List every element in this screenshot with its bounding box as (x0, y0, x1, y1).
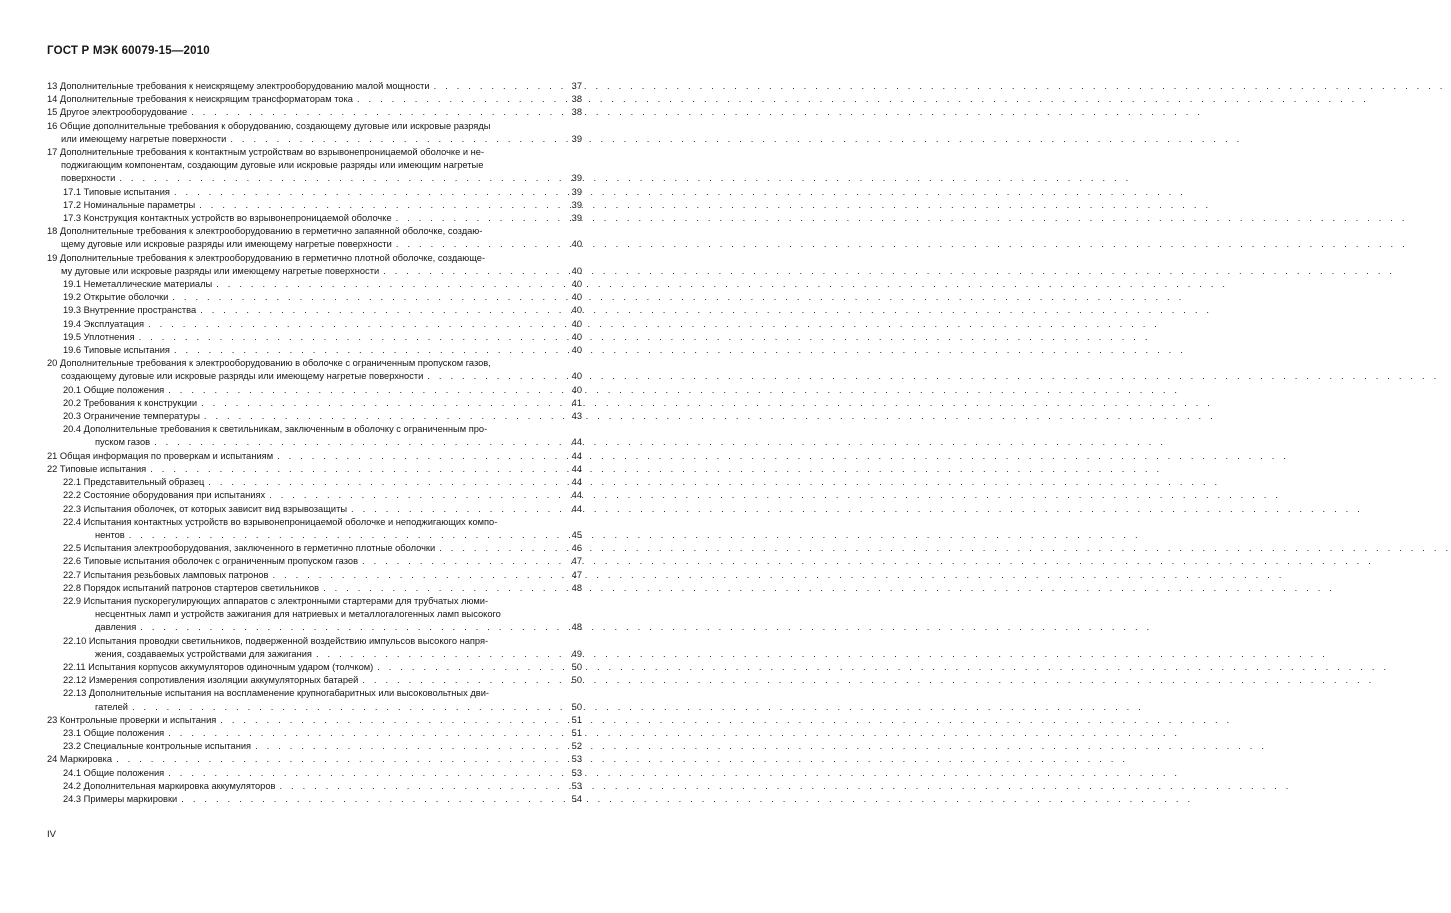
dot-leader (319, 582, 560, 595)
toc-entry-title: 22.8 Порядок испытаний патронов стартеров светильников (63, 582, 320, 593)
dot-leader (168, 291, 560, 304)
toc-page-number: 53 (571, 754, 582, 765)
toc-entry-title: 22.13 Дополнительные испытания на воспламенение крупногабаритных или высоковольтных дви- (63, 688, 489, 699)
dot-leader (164, 384, 560, 397)
toc-entry-title: 19.4 Эксплуатация (63, 318, 145, 329)
toc-entry[interactable] (47, 291, 582, 304)
toc-page-number: 44 (571, 450, 582, 461)
toc-page-number: 44 (571, 477, 582, 488)
toc-entry-title: 22 Типовые испытания (47, 463, 147, 474)
dot-leader (150, 436, 560, 449)
toc-entry[interactable] (47, 93, 582, 106)
toc-entry[interactable] (47, 727, 582, 740)
dot-leader (379, 265, 560, 278)
toc-page-number: 48 (571, 582, 582, 593)
dot-leader (128, 701, 560, 714)
toc-entry[interactable] (47, 476, 582, 489)
toc-entry[interactable] (47, 80, 582, 93)
dot-leader (268, 569, 560, 582)
dot-leader (196, 304, 560, 317)
toc-entry-title: 17.3 Конструкция контактных устройств во взрывонепроницаемой оболочке (63, 213, 392, 224)
toc-page-number: 40 (571, 305, 582, 316)
dot-leader (170, 344, 560, 357)
toc-entry-title: 22.9 Испытания пускорегулирующих аппаратов с электронными стартерами для трубчатых люми- (63, 595, 489, 606)
toc-page-number: 51 (571, 714, 582, 725)
toc-entry-title: 19.3 Внутренние пространства (63, 305, 197, 316)
dot-leader (312, 648, 560, 661)
toc-entry-title: 16 Общие дополнительные требования к оборудованию, создающему дуговые или искровые разряды (47, 120, 491, 131)
toc-entry-title-continued: нентов (95, 529, 125, 540)
toc-entry-title-continued: создающему дуговые или искровые разряды или имеющему нагретые поверхности (61, 371, 424, 382)
toc-entry-title: 24.2 Дополнительная маркировка аккумуляторов (63, 780, 276, 791)
dot-leader (187, 106, 560, 119)
toc-page-number: 37 (571, 81, 582, 91)
toc-entry[interactable] (47, 542, 582, 555)
dot-leader (430, 80, 560, 93)
toc-entry-title: 23.2 Специальные контрольные испытания (63, 741, 252, 752)
toc-entry[interactable] (47, 661, 582, 674)
toc-entry-title: 22.10 Испытания проводки светильников, подверженной воздействию импульсов высокого напря- (63, 635, 489, 646)
toc-entry[interactable] (47, 780, 582, 793)
toc-entry[interactable] (47, 344, 582, 357)
toc-entry-title: 24.1 Общие положения (63, 767, 165, 778)
toc-page-number: 40 (571, 331, 582, 342)
toc-entry-title: 22.6 Типовые испытания оболочек с ограниченным пропуском газов (63, 556, 359, 567)
toc-entry-title: 22.12 Измерения сопротивления изоляции аккумуляторных батарей (63, 675, 359, 686)
toc-page-number: 54 (571, 793, 582, 804)
toc-entry[interactable] (47, 186, 582, 199)
table-of-contents (47, 80, 582, 806)
toc-entry-title: 23 Контрольные проверки и испытания (47, 714, 217, 725)
toc-page-number: 39 (571, 133, 582, 144)
dot-leader (226, 133, 560, 146)
toc-entry-title: 22.2 Состояние оборудования при испытаниях (63, 490, 266, 501)
toc-entry[interactable] (47, 146, 582, 186)
toc-page-number: 40 (571, 292, 582, 303)
toc-entry-title: 20.1 Общие положения (63, 384, 165, 395)
toc-entry[interactable] (47, 793, 582, 806)
dot-leader (373, 661, 560, 674)
toc-page-number: 40 (571, 318, 582, 329)
toc-entry-title: 22.11 Испытания корпусов аккумуляторов одиночным ударом (толчком) (63, 661, 374, 672)
toc-entry[interactable] (47, 740, 582, 753)
toc-entry-title: 23.1 Общие положения (63, 727, 165, 738)
toc-page-number: 40 (571, 279, 582, 290)
toc-page-number: 52 (571, 741, 582, 752)
toc-entry-title-continued: му дуговые или искровые разряды или имеющему нагретые поверхности (61, 265, 380, 276)
dot-leader (144, 318, 560, 331)
toc-page-number: 47 (571, 569, 582, 580)
toc-entry-title: 18 Дополнительные требования к электрооборудованию в герметично запаянной оболочке, создаю- (47, 226, 483, 237)
toc-page-number: 41 (571, 397, 582, 408)
toc-entry[interactable] (47, 423, 582, 449)
toc-entry[interactable] (47, 635, 582, 661)
dot-leader (392, 238, 560, 251)
toc-entry[interactable] (47, 304, 582, 317)
toc-entry-title-continued: гателей (95, 701, 128, 712)
toc-entry[interactable] (47, 767, 582, 780)
toc-page-number: 38 (571, 107, 582, 118)
toc-entry-title-continued: пуском газов (95, 437, 151, 448)
dot-leader (136, 621, 560, 634)
toc-entry[interactable] (47, 410, 582, 423)
toc-page-number: 40 (571, 345, 582, 356)
dot-leader (115, 172, 560, 185)
toc-page-number: 39 (571, 213, 582, 224)
toc-entry-title: 22.4 Испытания контактных устройств во взрывонепроницаемой оболочке и неподжигающих компо- (63, 516, 498, 527)
toc-entry-title: 22.3 Испытания оболочек, от которых зависит вид взрывозащиты (63, 503, 348, 514)
toc-entry[interactable] (47, 331, 582, 344)
toc-page-number: 44 (571, 503, 582, 514)
toc-entry-title: 19.1 Неметаллические материалы (63, 279, 213, 290)
toc-entry[interactable] (47, 582, 582, 595)
toc-entry-title: 20.2 Требования к конструкции (63, 397, 198, 408)
toc-entry[interactable] (47, 199, 582, 212)
dot-leader (275, 780, 560, 793)
toc-page-number: 50 (571, 661, 582, 672)
toc-entry-title: 14 Дополнительные требования к неискрящим трансформаторам тока (47, 94, 353, 105)
toc-entry[interactable] (47, 503, 582, 516)
toc-entry-title: 19.5 Уплотнения (63, 331, 135, 342)
toc-page-number: 44 (571, 437, 582, 448)
toc-page-number: 43 (571, 411, 582, 422)
toc-entry-title: 22.5 Испытания электрооборудования, заключенного в герметично плотные оболочки (63, 543, 436, 554)
toc-entry-title: 19.6 Типовые испытания (63, 345, 170, 356)
dot-leader (177, 793, 560, 806)
dot-leader (125, 529, 560, 542)
toc-page-number: 39 (571, 199, 582, 210)
toc-entry-title: 24.3 Примеры маркировки (63, 793, 178, 804)
toc-entry[interactable] (47, 318, 582, 331)
toc-page-number: 44 (571, 463, 582, 474)
dot-leader (195, 199, 560, 212)
dot-leader (135, 331, 560, 344)
toc-page-number: 39 (571, 173, 582, 184)
toc-entry[interactable] (47, 516, 582, 542)
toc-entry[interactable] (47, 569, 582, 582)
toc-entry[interactable] (47, 278, 582, 291)
dot-leader (273, 450, 560, 463)
toc-entry-title-continued: давления (95, 622, 137, 633)
toc-entry-title: 17.1 Типовые испытания (63, 186, 170, 197)
toc-entry-title-continued: несцентных ламп и устройств зажигания для натриевых и металлогалогенных ламп высокого (95, 609, 501, 620)
page-number: IV (47, 829, 56, 840)
toc-page-number: 51 (571, 727, 582, 738)
toc-page-number: 40 (571, 384, 582, 395)
dot-leader (353, 93, 560, 106)
toc-entry-title-continued: поджигающим компонентам, создающим дуговые или искровые разряды или имеющим нагретые (61, 160, 484, 171)
dot-leader (347, 503, 560, 516)
dot-leader (200, 410, 560, 423)
toc-entry[interactable] (47, 674, 582, 687)
toc-page-number: 40 (571, 239, 582, 250)
toc-page-number: 48 (571, 622, 582, 633)
toc-entry[interactable] (47, 450, 582, 463)
toc-page-number: 47 (571, 556, 582, 567)
dot-leader (164, 767, 560, 780)
toc-entry[interactable] (47, 555, 582, 568)
toc-entry[interactable] (47, 463, 582, 476)
toc-page-number: 46 (571, 543, 582, 554)
dot-leader (358, 555, 560, 568)
toc-entry-title: 19.2 Открытие оболочки (63, 292, 169, 303)
toc-entry-title-continued: или имеющему нагретые поверхности (61, 133, 227, 144)
dot-leader (392, 212, 560, 225)
dot-leader (204, 476, 560, 489)
toc-entry-title: 21 Общая информация по проверкам и испытаниям (47, 450, 274, 461)
toc-page-number: 49 (571, 648, 582, 659)
toc-entry[interactable] (47, 397, 582, 410)
toc-entry[interactable] (47, 384, 582, 397)
toc-page-number: 38 (571, 94, 582, 105)
toc-page-number: 53 (571, 780, 582, 791)
toc-page-number: 53 (571, 767, 582, 778)
dot-leader (170, 186, 560, 199)
dot-leader (216, 714, 560, 727)
dot-leader (212, 278, 560, 291)
dot-leader (251, 740, 560, 753)
toc-entry-title: 13 Дополнительные требования к неискрящему электрооборудованию малой мощности (47, 81, 430, 91)
toc-entry-title: 20 Дополнительные требования к электрооборудованию в оболочке с ограниченным пропуском газов, (47, 358, 491, 369)
toc-entry-title: 19 Дополнительные требования к электрооборудованию в герметично плотной оболочке, создающе- (47, 252, 486, 263)
dot-leader (265, 489, 560, 502)
toc-entry-title: 17.2 Номинальные параметры (63, 199, 196, 210)
toc-entry-title-continued: щему дуговые или искровые разряды или имеющему нагретые поверхности (61, 239, 392, 250)
dot-leader (358, 674, 560, 687)
toc-entry-title-continued: поверхности (61, 173, 116, 184)
toc-page-number: 50 (571, 701, 582, 712)
toc-entry-title: 20.4 Дополнительные требования к светильникам, заключенным в оболочку с ограниченным про- (63, 424, 488, 435)
toc-page-number: 39 (571, 186, 582, 197)
toc-entry[interactable] (47, 357, 582, 383)
toc-entry-title: 15 Другое электрооборудование (47, 107, 188, 118)
dot-leader (112, 753, 560, 766)
toc-page-number: 45 (571, 529, 582, 540)
toc-entry[interactable] (47, 714, 582, 727)
toc-entry-title: 22.1 Представительный образец (63, 477, 205, 488)
toc-page-number: 40 (571, 265, 582, 276)
toc-entry-title: 22.7 Испытания резьбовых ламповых патронов (63, 569, 269, 580)
dot-leader (164, 727, 560, 740)
toc-entry[interactable] (47, 489, 582, 502)
dot-leader (146, 463, 560, 476)
toc-entry[interactable] (47, 753, 582, 766)
toc-entry-title-continued: жения, создаваемых устройствами для зажигания (95, 648, 312, 659)
dot-leader (435, 542, 560, 555)
toc-page-number: 50 (571, 675, 582, 686)
toc-entry[interactable] (47, 120, 582, 146)
toc-entry[interactable] (47, 252, 582, 278)
toc-entry-title: 17 Дополнительные требования к контактным устройствам во взрывонепроницаемой оболочке и не- (47, 147, 485, 158)
toc-entry[interactable] (47, 595, 582, 635)
document-header: ГОСТ Р МЭК 60079-15—2010 (47, 45, 210, 57)
dot-leader (423, 370, 560, 383)
toc-entry[interactable] (47, 106, 582, 119)
toc-entry-title: 24 Маркировка (47, 754, 113, 765)
toc-page-number: 40 (571, 371, 582, 382)
toc-entry[interactable] (47, 687, 582, 713)
toc-page-number: 44 (571, 490, 582, 501)
toc-entry[interactable] (47, 212, 582, 225)
toc-entry[interactable] (47, 225, 582, 251)
toc-entry-title: 20.3 Ограничение температуры (63, 411, 200, 422)
dot-leader (197, 397, 560, 410)
